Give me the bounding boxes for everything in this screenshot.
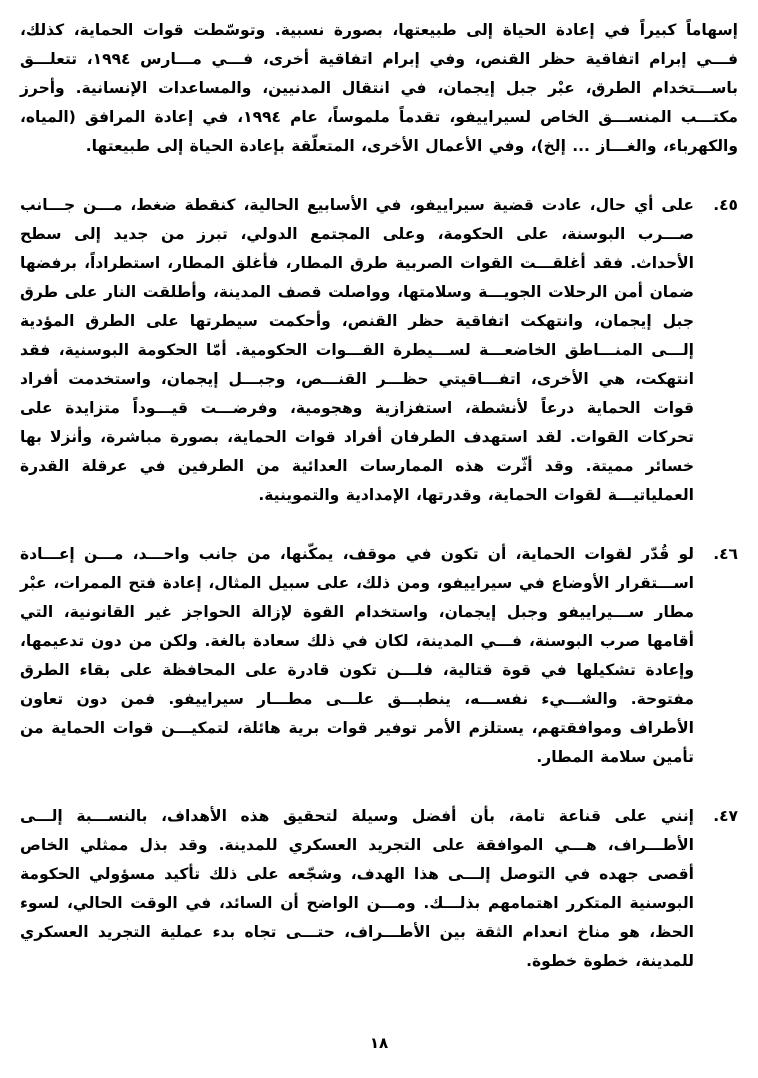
paragraph-number: ٤٦. [713,545,738,563]
paragraph-text: لو قُدّر لقوات الحماية، أن تكون في موقف، يمكّنها، من جانب واحـــد، مـــن إعـــادة اســـتقرار الأوضاع في سيراييفو، ومن ذلك، على سبيل المثال، إعادة فتح الممرات، عبْر مطار ســـيراييفو وجبل إيجمان، واستخدام القوة لإزالة الحواجز غير القانونية، التي أقامها صرب البوسنة، فـــي المدينة، لكان في ذلك سعادة بالغة. ولكن من دون تدعيمها، وإعادة تشكيلها في قوة قتالية، فلـــن تكون قادرة على المحافظة على بقاء الطرق مفتوحة. والشـــيء نفســـه، ينطبـــق علـــى مطـــار سيراييفو. فمن دون تعاون الأطراف وموافقتهم، يستلزم الأمر توفير قوات برية هائلة، لتمكيـــن قوات الحماية من تأمين سلامة المطار. [20,545,694,766]
paragraph [20,16,738,161]
paragraph-number: ٤٥. [713,196,738,214]
paragraph-text: إسهاماً كبيراً في إعادة الحياة إلى طبيعتها، بصورة نسبية. وتوسّطت قوات الحماية، كذلك، فـــي إبرام اتفاقية حظر القنص، وفي إبرام اتفاقية أخرى، فـــي مـــارس ١٩٩٤، تتعلـــق باســـتخدام الطرق، عبْر جبل إيجمان، في انتقال المدنيين، والمساعدات الإنسانية. وأحرز مكتـــب المنســـق الخاص لسيراييفو، تقدماً ملموساً، عام ١٩٩٤، في إعادة المرافق (المياه، والكهرباء، والغـــاز ... إلخ)، وفي الأعمال الأخرى، المتعلّقة بإعادة الحياة إلى طبيعتها. [20,21,739,155]
paragraph-text: إنني على قناعة تامة، بأن أفضل وسيلة لتحقيق هذه الأهداف، بالنســـبة إلـــى الأطـــراف، هـــي الموافقة على التجريد العسكري للمدينة. وقد بذل ممثلي الخاص أقصى جهده في التوصل إلـــى هذا الهدف، وشجّعه على ذلك تأكيد مسؤولي الحكومة البوسنية المتكرر اهتمامهم بذلـــك. ومـــن الواضح أن السائد، في الوقت الحالي، لسوء الحظ، هو مناخ انعدام الثقة بين الأطـــراف، حتـــى تجاه بدء عملية التجريد العسكري للمدينة، خطوة خطوة. [20,807,694,970]
paragraph [20,802,738,976]
paragraph-number: ٤٧. [713,807,738,825]
paragraph [20,540,738,772]
page-number: ١٨ [369,1034,389,1052]
paragraph [20,191,738,510]
paragraph-text: على أي حال، عادت قضية سيراييفو، في الأسابيع الحالية، كنقطة ضغط، مـــن جـــانب صـــرب البوسنة، على الحكومة، وعلى المجتمع الدولي، تبرز من جديد إلى سطح الأحداث. فقد أغلقـــت القوات الصربية طرق المطار، فأغلق المطار، استطراداً، برفضها ضمان أمن الرحلات الجويـــة وسلامتها، وواصلت قصف المدينة، وأطلقت النار على طرق جبل إيجمان، وانتهكت اتفاقية حظر القنص، وأحكمت سيطرتها على الطرق المؤدية إلـــى المنـــاطق الخاضعـــة لســـيطرة القـــوات الحكومية. أمّا الحكومة البوسنية، فقد انتهكت، هي الأخرى، اتفـــاقيتي حظـــر القنـــص، وجبـــل إيجمان، واستخدمت أفراد قوات الحماية درعاً لأنشطة، استفزازية وهجومية، وفرضـــت قيـــوداً متزايدة على تحركات القوات. لقد استهدف الطرفان أفراد قوات الحماية، بصورة مباشرة، وأنزلا بها خسائر مميتة. وقد أثّرت هذه الممارسات العدائية من الطرفين في عرقلة القدرة العملياتيـــة لقوات الحماية، وقدرتها، الإمدادية والتموينية. [20,196,694,504]
